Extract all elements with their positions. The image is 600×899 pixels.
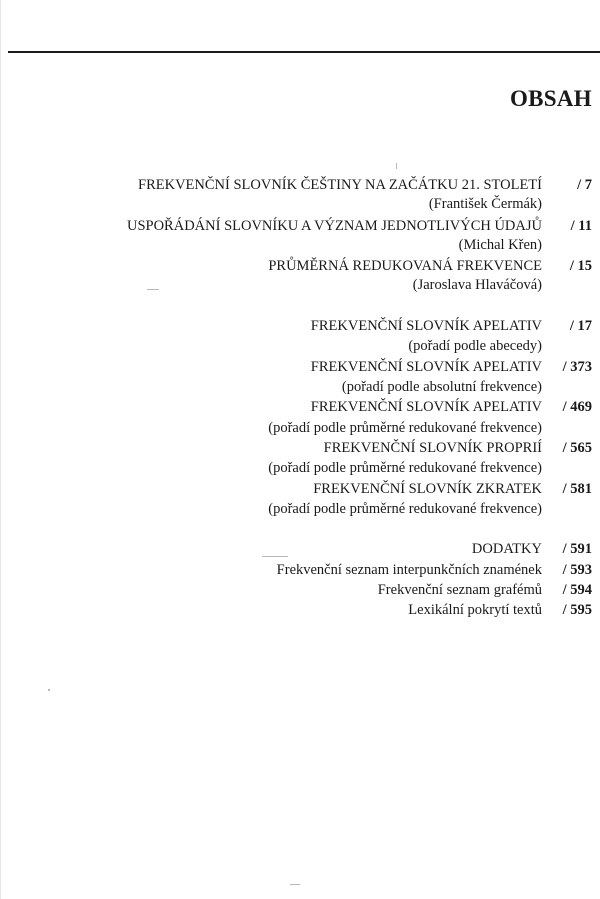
toc-appendix-item: Frekvenční seznam grafémů — [377, 582, 542, 598]
toc-entry-title: FREKVENČNÍ SLOVNÍK APELATIV — [310, 399, 542, 415]
toc-entry-page: / 581 — [562, 481, 592, 497]
toc-entry-page: / 593 — [562, 562, 592, 578]
toc-entry-title: FREKVENČNÍ SLOVNÍK ZKRATEK — [313, 481, 542, 497]
toc-entry-subtitle: (pořadí podle absolutní frekvence) — [341, 379, 542, 395]
toc-entry-page: / 373 — [562, 359, 592, 375]
toc-entry-page: / 469 — [562, 399, 592, 415]
toc-entry-page: / 595 — [562, 602, 592, 618]
toc-entry-subtitle: (pořadí podle průměrné redukované frekvence) — [268, 501, 542, 517]
toc-entry-title: USPOŘÁDÁNÍ SLOVNÍKU A VÝZNAM JEDNOTLIVÝCH ÚDAJŮ — [126, 218, 542, 234]
toc-entry-page: / 7 — [577, 177, 592, 193]
toc-entry-title: FREKVENČNÍ SLOVNÍK ČEŠTINY NA ZAČÁTKU 21. STOLETÍ — [138, 177, 542, 193]
toc-appendix-item: Lexikální pokrytí textů — [408, 602, 542, 618]
scan-speck — [262, 556, 288, 557]
toc-entry-page: / 17 — [569, 318, 592, 334]
scan-speck — [396, 163, 397, 169]
toc-entry-page: / 11 — [570, 218, 592, 234]
toc-entry-author: (Michal Křen) — [458, 237, 542, 253]
scan-speck — [48, 689, 50, 691]
scan-speck — [290, 884, 300, 885]
toc-entry-page: / 15 — [569, 258, 592, 274]
page-title: OBSAH — [509, 86, 592, 111]
toc-entry-subtitle: (pořadí podle průměrné redukované frekvence) — [268, 420, 542, 436]
toc-appendix-item: Frekvenční seznam interpunkčních znamének — [276, 562, 542, 578]
toc-entry-author: (František Čermák) — [428, 196, 542, 212]
toc-entry-page: / 594 — [562, 582, 592, 598]
toc-entry-subtitle: (pořadí podle průměrné redukované frekvence) — [268, 460, 542, 476]
scan-speck — [147, 289, 159, 290]
toc-entry-title: PRŮMĚRNÁ REDUKOVANÁ FREKVENCE — [268, 258, 542, 274]
toc-entry-author: (Jaroslava Hlaváčová) — [412, 277, 542, 293]
toc-entry-title: FREKVENČNÍ SLOVNÍK APELATIV — [310, 359, 542, 375]
toc-entry-page: / 591 — [562, 541, 592, 557]
toc-entry-subtitle: (pořadí podle abecedy) — [408, 338, 542, 354]
toc-entry-page: / 565 — [562, 440, 592, 456]
toc-entry-title: FREKVENČNÍ SLOVNÍK APELATIV — [310, 318, 542, 334]
toc-appendix-title: DODATKY — [471, 541, 542, 557]
toc-entry-title: FREKVENČNÍ SLOVNÍK PROPRIÍ — [323, 440, 542, 456]
